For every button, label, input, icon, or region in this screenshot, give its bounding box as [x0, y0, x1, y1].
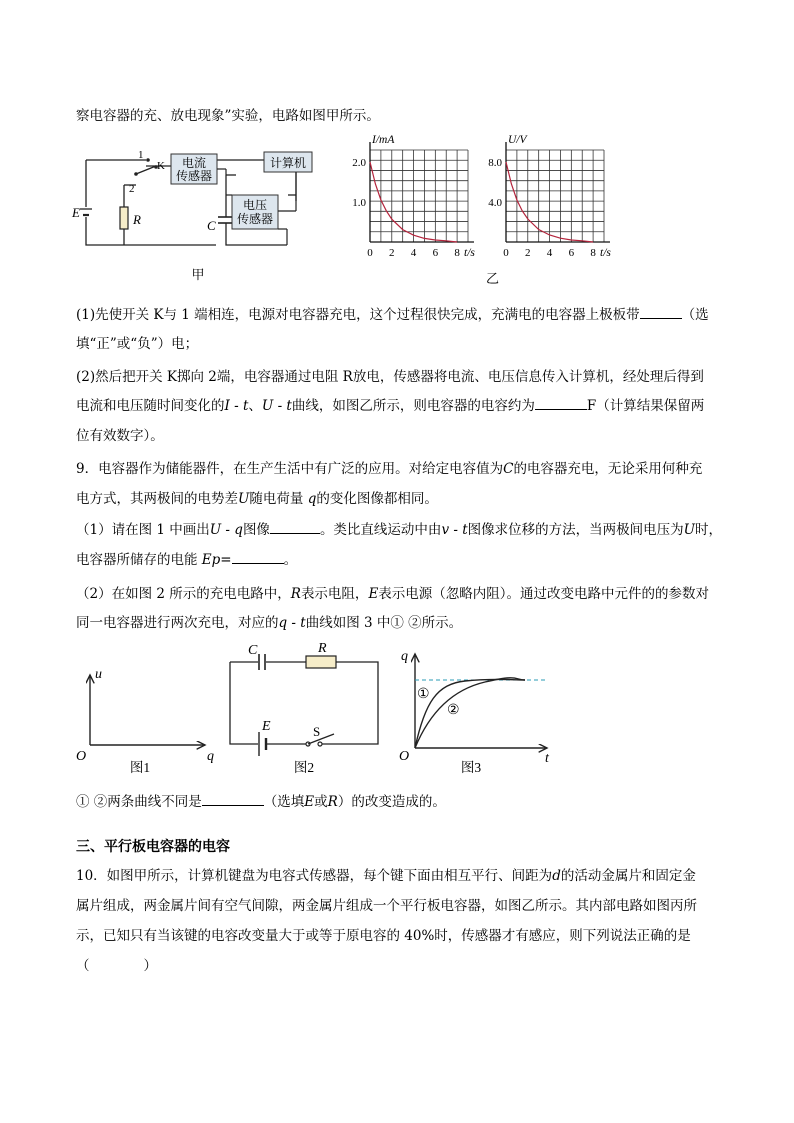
q9-var-u: U	[238, 491, 250, 507]
it-curve-label: I - t	[224, 398, 249, 414]
x-tick-label: 8	[590, 247, 596, 259]
x-tick-label: 4	[410, 247, 417, 259]
fig3-q-label: q	[401, 649, 408, 664]
x-tick-label: 2	[389, 247, 395, 259]
q9-2-text-c: 表示电源（忽略内阻）。通过改变电路中元件的的参数对	[378, 586, 710, 602]
y-tick-label: 2.0	[352, 157, 366, 169]
fig3-curve-1	[415, 679, 525, 748]
fig2-c-label: C	[248, 643, 258, 658]
fig3-curve-1-label: ①	[417, 687, 430, 702]
q9-line2	[76, 487, 438, 507]
uq-graph-label: U - q	[209, 522, 243, 538]
q9-2-text-b: 表示电阻，	[300, 586, 369, 602]
x-tick-label: 2	[525, 247, 531, 259]
q9-part1-line1	[76, 518, 722, 538]
y-tick-label: 1.0	[352, 197, 366, 209]
current-sensor-line2: 传感器	[175, 169, 213, 183]
fig2-resistor-symbol	[306, 656, 336, 668]
fig3-caption: 图3	[460, 760, 482, 775]
y-tick-label: 4.0	[488, 197, 502, 209]
x-tick-label: 0	[367, 247, 373, 259]
fig1-origin-label: O	[76, 749, 87, 764]
q8-part2-text-a: 电流和电压随时间变化的	[76, 398, 225, 414]
x-axis-label: t/s	[464, 247, 475, 259]
fig1-u-label: u	[95, 667, 102, 682]
q10-text-a: 10．如图甲所示，计算机键盘为电容式传感器，每个键下面由相互平行、间距为	[76, 868, 553, 884]
q9-1-var-u: U	[683, 522, 696, 538]
switch-pos2-label: 2	[129, 183, 135, 195]
resistor-symbol	[120, 207, 128, 229]
fig3-t-label: t	[545, 751, 549, 766]
x-tick-label: 6	[568, 247, 575, 259]
q9-2-var-e: E	[368, 586, 379, 602]
current-time-chart	[340, 130, 490, 270]
qt-curve-label: q - t	[278, 615, 306, 631]
q9-1-text-f: 电容器所储存的电能	[76, 552, 202, 568]
current-sensor-line1: 电流	[181, 156, 207, 170]
fig2-r-label: R	[318, 641, 327, 656]
computer-label: 计算机	[269, 156, 307, 170]
q9-part3-line	[76, 790, 446, 810]
y-axis-label: U/V	[508, 134, 527, 146]
fig1-q-label: q	[207, 749, 214, 764]
q9-3-var-r: R	[327, 794, 338, 810]
q9-1-text-d: 图像求位移的方法，当两极间电压为	[467, 522, 684, 538]
figure-3-qt-curves	[395, 642, 560, 777]
q9-1-text-e: 时，	[695, 522, 723, 538]
q9-var-q: q	[307, 491, 317, 507]
y-axis-label: I/mA	[372, 134, 395, 146]
q9-2-text-d: 同一电容器进行两次充电，对应的	[76, 615, 279, 631]
q10-text-b: 的活动金属片和固定金	[560, 868, 696, 884]
x-tick-label: 4	[546, 247, 553, 259]
fig-yi-caption: 乙	[486, 272, 500, 287]
x-tick-label: 8	[454, 247, 460, 259]
answer-blank-charge-sign[interactable]	[640, 306, 682, 319]
fig3-curve-2	[415, 678, 525, 748]
x-tick-label: 6	[432, 247, 439, 259]
x-tick-label: 0	[503, 247, 509, 259]
q9-1-text-b: 图像	[242, 522, 270, 538]
q8-part2-line3: 位有效数字）。	[76, 428, 164, 444]
y-tick-label: 8.0	[488, 157, 502, 169]
ep-var: Ep	[201, 552, 221, 568]
fig-jia-caption: 甲	[191, 267, 205, 282]
intro-line: 察电容器的充、放电现象”实验，电路如图甲所示。	[76, 108, 380, 124]
q9-part2-line1	[76, 582, 709, 602]
resistor-label: R	[133, 212, 141, 227]
fig2-e-label: E	[262, 719, 271, 734]
q9-text-b: 的电容器充电，无论采用何种充	[513, 461, 703, 477]
q10-line1	[76, 864, 696, 884]
q8-part1-line2: 填“正”或“负”）电；	[76, 336, 199, 352]
q9-text-c: 电方式，其两极间的电势差	[76, 491, 238, 507]
q8-part2-line1: (2)然后把开关 K掷向 2端，电容器通过电阻 R放电，传感器将电流、电压信息传入计算机，经处理后得到	[76, 369, 704, 385]
emf-label: E	[72, 205, 80, 220]
q10-line2: 属片组成，两金属片间有空气间隙，两金属片组成一个平行板电容器，如图乙所示。其内部电路如图丙所	[76, 898, 697, 914]
q9-1-end: 。	[283, 552, 298, 568]
section-3-heading: 三、平行板电容器的电容	[76, 839, 230, 855]
voltage-sensor-line1: 电压	[242, 198, 268, 212]
q9-text-e: 的变化图像都相同。	[316, 491, 438, 507]
answer-blank-energy[interactable]	[232, 551, 284, 564]
q9-3-text-a: ① ②两条曲线不同是	[76, 794, 202, 810]
q9-1-text-c: 。类比直线运动中由	[319, 522, 442, 538]
q9-2-var-r: R	[290, 586, 301, 602]
fig2-s-label: S	[313, 724, 321, 739]
q10-line3: 示，已知只有当该键的电容改变量大于或等于原电容的 40%时，传感器才有感应，则下列说法正确的是	[76, 928, 691, 944]
figure-2-charging-circuit	[222, 640, 392, 780]
q8-part2-text-c: F（计算结果保留两	[586, 398, 705, 414]
q9-part1-line2	[76, 548, 297, 568]
q9-1-equals: =	[220, 552, 232, 568]
fig2-caption: 图2	[293, 760, 315, 775]
ut-curve-label: U - t	[261, 398, 292, 414]
circuit-figure-jia	[66, 145, 326, 285]
q9-3-text-c: 或	[314, 794, 328, 810]
voltage-sensor-line2: 传感器	[236, 212, 274, 226]
answer-blank-capacitance[interactable]	[535, 397, 587, 410]
switch-k-label: K	[157, 160, 165, 172]
vt-graph-label: v - t	[441, 522, 468, 538]
q9-3-text-b: （选填	[263, 794, 305, 810]
voltage-time-chart	[476, 130, 626, 270]
fig3-curve-2-label: ②	[447, 703, 460, 718]
q8-part1-line1	[76, 303, 709, 323]
q9-part2-line2	[76, 611, 462, 631]
q9-3-var-e: E	[304, 794, 315, 810]
q8-part2-line2	[76, 394, 704, 414]
answer-blank-e-or-r[interactable]	[202, 793, 264, 806]
q9-text-d: 随电荷量	[249, 491, 304, 507]
q9-2-text-a: （2）在如图 2 所示的充电电路中，	[76, 586, 291, 602]
q8-part2-text-b: 曲线，如图乙所示，则电容器的电容约为	[291, 398, 535, 414]
q9-line1	[76, 457, 702, 477]
q8-part1-text: (1)先使开关 K与 1 端相连，电源对电容器充电，这个过程很快完成，充满电的电容器上极板带	[76, 307, 640, 323]
fig3-origin-label: O	[399, 749, 410, 764]
q10-var-d: d	[552, 868, 561, 884]
q9-1-text-a: （1）请在图 1 中画出	[76, 522, 210, 538]
fig1-caption: 图1	[129, 760, 151, 775]
q9-var-c: C	[503, 461, 514, 477]
q9-3-text-d: ）的改变造成的。	[337, 794, 446, 810]
answer-blank-uq-graph[interactable]	[270, 521, 320, 534]
q9-text-a: 9．电容器作为储能器件，在生产生活中有广泛的应用。对给定电容值为	[76, 461, 504, 477]
q10-answer-bracket[interactable]: （ ）	[76, 958, 157, 974]
x-axis-label: t/s	[600, 247, 611, 259]
switch-pos1-label: 1	[138, 149, 144, 161]
q8-part1-tail: （选	[681, 307, 709, 323]
capacitor-label: C	[207, 218, 216, 233]
figure-1-uq-axes	[70, 650, 230, 780]
q9-2-text-e: 曲线如图 3 中① ②所示。	[305, 615, 463, 631]
q8-part2-sep: 、	[248, 398, 262, 414]
